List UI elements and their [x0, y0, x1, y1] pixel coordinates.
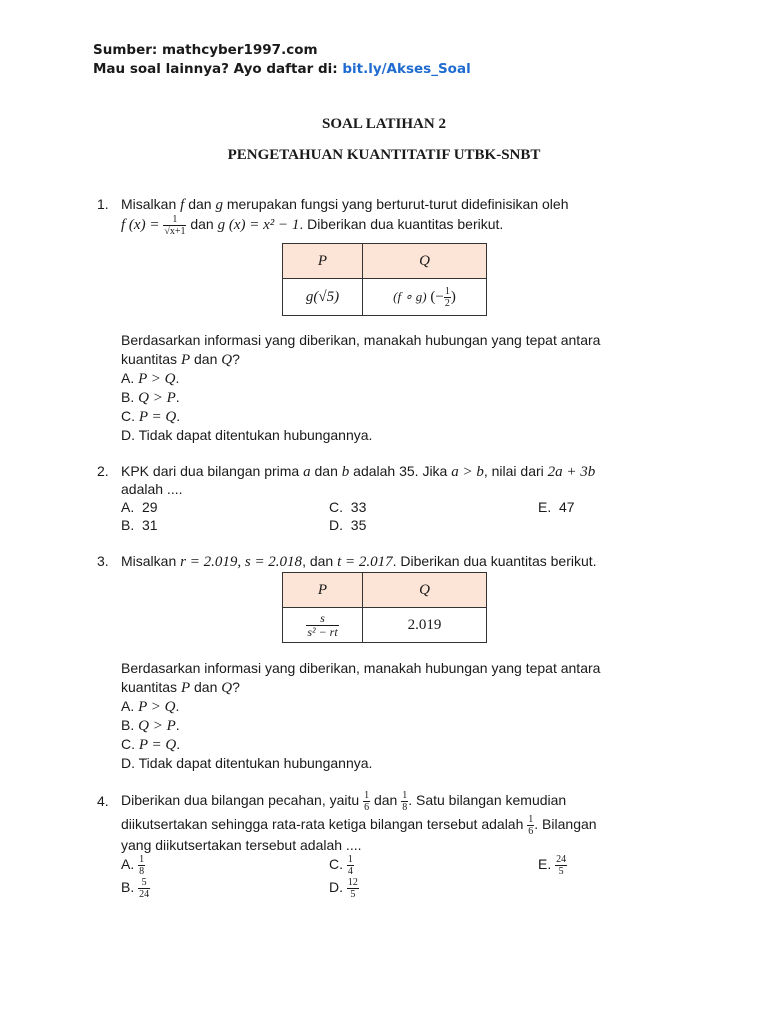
- q3-option-a: A. P > Q.: [121, 698, 180, 715]
- q1-prompt-line2: kuantitas P dan Q?: [121, 351, 240, 368]
- q3-option-b: B. Q > P.: [121, 717, 180, 734]
- q3-quantity-table: [282, 572, 487, 643]
- q1-head-p: P: [283, 244, 363, 279]
- q2-option-c: C. 33: [329, 499, 367, 515]
- q1-cell-p: g(√5): [283, 279, 363, 316]
- q1-option-c: C. P = Q.: [121, 408, 181, 425]
- q1-prompt-line1: Berdasarkan informasi yang diberikan, manakah hubungan yang tepat antara: [121, 332, 601, 348]
- q3-prompt-line2: kuantitas P dan Q?: [121, 679, 240, 696]
- source-label: Sumber: mathcyber1997.com: [93, 42, 318, 58]
- signup-line: [93, 61, 471, 77]
- q4-option-d: D. $\frac{12}{5}$: [329, 877, 358, 900]
- q2-number: 2.: [97, 463, 109, 479]
- q1-option-d: D. Tidak dapat ditentukan hubungannya.: [121, 427, 373, 443]
- q3-line1: Misalkan r = 2.019, s = 2.018, dan t = 2.017. Diberikan dua kuantitas berikut.: [121, 553, 597, 570]
- q4-line1: Diberikan dua bilangan pecahan, yaitu $\frac{1}{6}$ dan $\frac{1}{8}$ . Satu bilangan kemudian: [121, 790, 567, 813]
- q4-option-a: A. $\frac{1}{8}$: [121, 854, 145, 877]
- q2-option-d: D. 35: [329, 517, 367, 533]
- signup-label: Mau soal lainnya? Ayo daftar di:: [93, 61, 343, 77]
- q1-f-fraction: $\frac{1}{√x+1}$: [164, 214, 186, 237]
- doc-subtitle: PENGETAHUAN KUANTITATIF UTBK-SNBT: [227, 147, 541, 163]
- q3-option-d: D. Tidak dapat ditentukan hubungannya.: [121, 755, 373, 771]
- source-line: [93, 42, 318, 58]
- signup-link[interactable]: bit.ly/Akses_Soal: [342, 61, 471, 77]
- q2-line1: KPK dari dua bilangan prima a dan b adalah 35. Jika a > b, nilai dari 2a + 3b: [121, 463, 596, 480]
- q3-head-p: P: [283, 573, 363, 608]
- q1-quantity-table: [282, 243, 487, 316]
- q1-line1: Misalkan f dan g merupakan fungsi yang berturut-turut didefinisikan oleh: [121, 196, 569, 213]
- q2-option-a: A. 29: [121, 499, 158, 515]
- q1-option-b: B. Q > P.: [121, 389, 180, 406]
- q1-cell-q: (f ∘ g) (− $\frac{1}{2}$ ): [363, 279, 487, 316]
- q4-option-e: E. $\frac{24}{5}$: [538, 854, 567, 877]
- q1-number: 1.: [97, 196, 109, 212]
- q2-line2: adalah ....: [121, 481, 183, 497]
- q3-cell-p: $\frac{s}{\text{s² − rt}}$: [283, 608, 363, 643]
- q3-option-c: C. P = Q.: [121, 736, 181, 753]
- q4-line2: diikutsertakan sehingga rata-rata ketiga bilangan tersebut adalah $\frac{1}{6}$ . Bilangan: [121, 814, 597, 837]
- q4-number: 4.: [97, 793, 109, 809]
- q3-number: 3.: [97, 553, 109, 569]
- q4-line3: yang diikutsertakan tersebut adalah ....: [121, 837, 362, 853]
- doc-title: SOAL LATIHAN 2: [322, 116, 446, 132]
- q4-option-b: B. $\frac{5}{24}$: [121, 877, 150, 900]
- q2-option-b: B. 31: [121, 517, 158, 533]
- q3-head-q: Q: [363, 573, 487, 608]
- q1-line2: f (x) = $\frac{1}{√x+1}$ dan g (x) = x² − 1. Diberikan dua kuantitas berikut.: [121, 214, 504, 237]
- q1-head-q: Q: [363, 244, 487, 279]
- q2-option-e: E. 47: [538, 499, 575, 515]
- q3-cell-q: 2.019: [363, 608, 487, 643]
- q3-prompt-line1: Berdasarkan informasi yang diberikan, manakah hubungan yang tepat antara: [121, 660, 601, 676]
- q4-option-c: C. $\frac{1}{4}$: [329, 854, 353, 877]
- q1-option-a: A. P > Q.: [121, 370, 180, 387]
